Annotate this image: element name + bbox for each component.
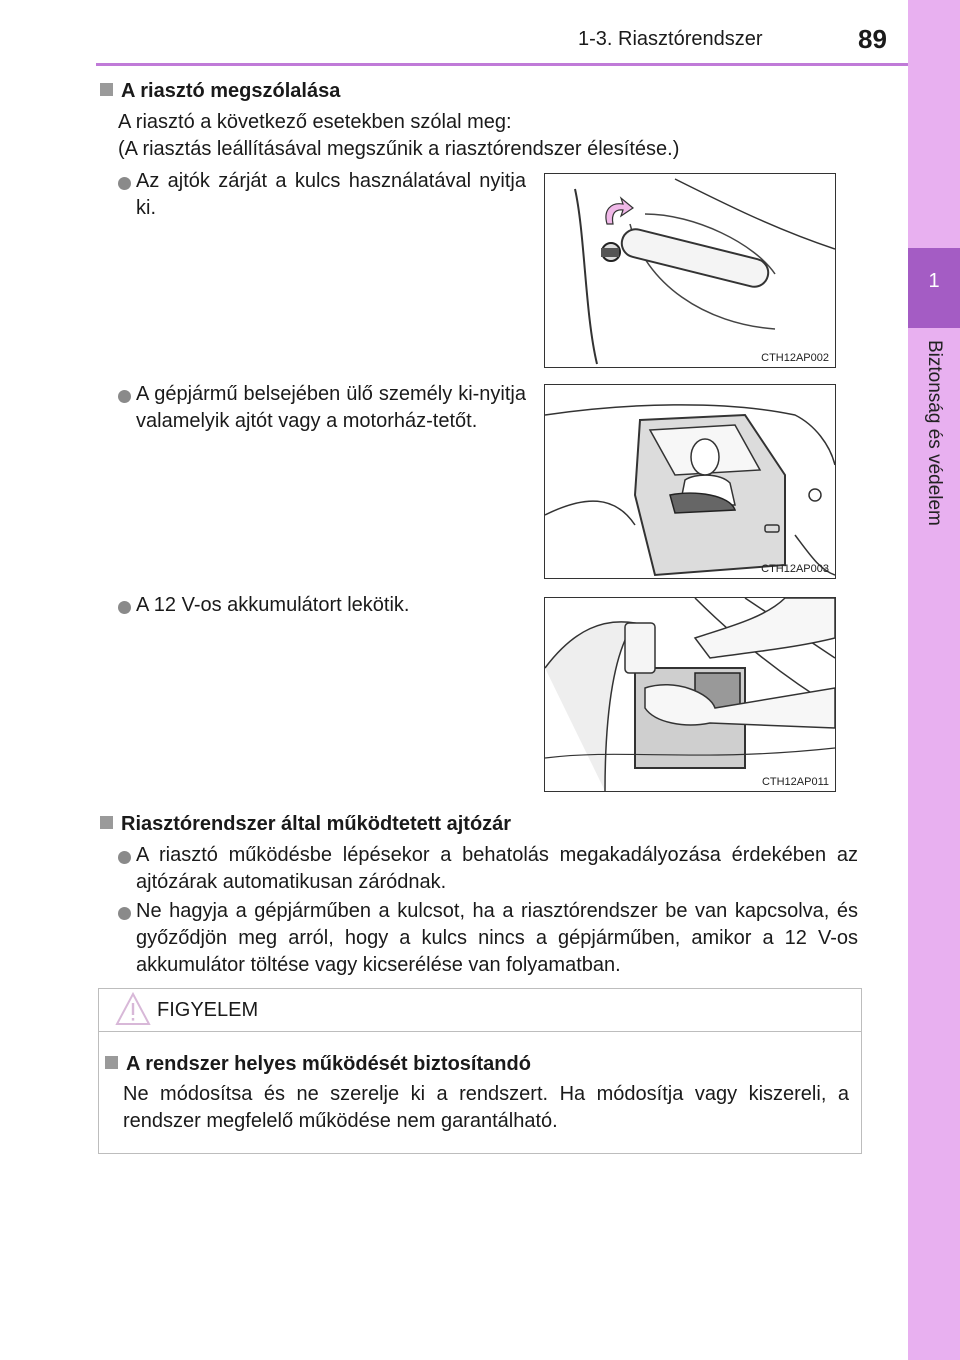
door-lock-item-1-text: A riasztó működésbe lépésekor a behatolás megakadályozása érdekében az ajtózárak automatikusan záródnak. [136, 844, 858, 893]
heading-text: A riasztó megszólalása [121, 80, 341, 102]
figure-person-in-car [544, 384, 836, 579]
circle-bullet-icon [118, 177, 131, 190]
alarm-item-2-text: A gépjármű belsejében ülő személy ki-nyitja valamelyik ajtót vagy a motorház-tetőt. [136, 383, 526, 432]
door-lock-item-2-text: Ne hagyja a gépjárműben a kulcsot, ha a riasztórendszer be van kapcsolva, és győződjön meg arról, hogy a kulcs nincs a gépjárműben, amikor a 12 V-os akkumulátor töltése vagy kicserélése van folyamatban. [136, 900, 858, 976]
car-interior-illustration [545, 385, 835, 578]
circle-bullet-icon [118, 907, 131, 920]
square-bullet-icon [100, 83, 113, 96]
section-heading-door-lock [100, 813, 511, 836]
heading-text: Riasztórendszer által működtetett ajtózár [121, 813, 512, 835]
chapter-side-tab [908, 0, 960, 1360]
warning-triangle-icon [115, 991, 151, 1027]
heading-text: A rendszer helyes működését biztosítandó [126, 1053, 531, 1075]
alarm-intro-line1: A riasztó a következő esetekben szólal meg: [118, 111, 512, 133]
warning-heading [105, 1053, 531, 1076]
section-heading-alarm [100, 80, 340, 103]
chapter-number: 1 [928, 270, 940, 292]
alarm-item-3-text: A 12 V-os akkumulátort lekötik. [136, 594, 410, 616]
warning-text: Ne módosítsa és ne szerelje ki a rendszert. Ha módosítja vagy kiszereli, a rendszer megfelelő működése nem garantálható. [123, 1083, 849, 1132]
figure-code: CTH12AP003 [761, 563, 829, 575]
circle-bullet-icon [118, 601, 131, 614]
warning-title: FIGYELEM [157, 999, 259, 1021]
header-divider [96, 63, 908, 66]
battery-disconnect-illustration [545, 598, 835, 791]
warning-header [99, 989, 861, 1032]
warning-box [98, 988, 862, 1154]
page-number: 89 [858, 24, 887, 54]
figure-battery [544, 597, 836, 792]
square-bullet-icon [100, 816, 113, 829]
alarm-intro-line2: (A riasztás leállításával megszűnik a riasztórendszer élesítése.) [118, 138, 680, 160]
square-bullet-icon [105, 1056, 118, 1069]
chapter-title: Biztonság és védelem [924, 340, 945, 526]
figure-code: CTH12AP011 [761, 776, 829, 788]
figure-door-key [544, 173, 836, 368]
circle-bullet-icon [118, 851, 131, 864]
door-handle-illustration [545, 174, 835, 367]
alarm-item-1-text: Az ajtók zárját a kulcs használatával nyitja ki. [136, 170, 526, 219]
header-section-title: 1-3. Riasztórendszer [578, 28, 763, 50]
circle-bullet-icon [118, 390, 131, 403]
figure-code: CTH12AP002 [761, 352, 829, 364]
